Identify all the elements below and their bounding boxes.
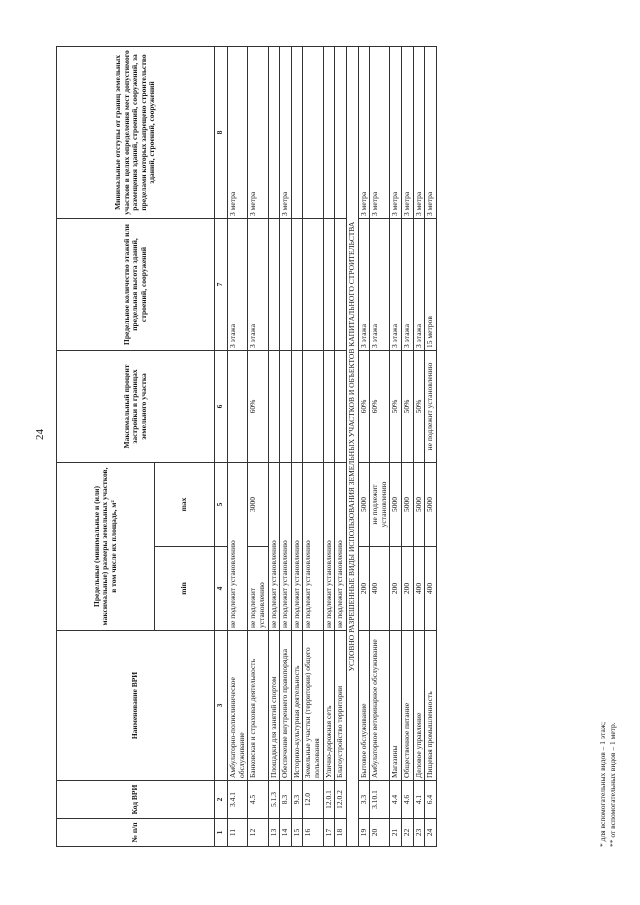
row-name: Благоустройство территории [335,631,347,781]
row-code: 12.0 [303,781,323,819]
row-floors: 3 этажа [402,218,414,350]
row-floors: 3 этажа [248,218,268,350]
row-percent: 50% [402,350,414,462]
row-percent [303,350,323,462]
row-floors: 3 этажа [370,218,390,350]
row-number: 20 [370,819,390,847]
row-code: 4.6 [402,781,414,819]
row-code: 5.1.3 [268,781,280,819]
row-percent: 60% [370,350,390,462]
header-setback: Минимальные отступы от границ земельных участков в целях определения мест допустимого размещения зданий, строений, сооружений, за пределами которых запрещено строительство зданий, строений, сооружений [57,46,215,218]
row-min: не подлежит установлению [280,462,292,630]
row-name: Улично-дорожная сеть [323,631,335,781]
row-code: 4.5 [248,781,268,819]
row-name: Пищевая промышленность [425,631,437,781]
row-code: 3.4.1 [228,781,248,819]
row-name: Площадки для занятий спортом [268,631,280,781]
row-setback: 3 метра [402,46,414,218]
row-name: Общественное питание [402,631,414,781]
row-min: не подлежит установлению [335,462,347,630]
footnote: * для вспомогательных видов – 1 этаж; [598,721,607,847]
row-code: 9.3 [291,781,303,819]
header-num: № п/п [57,819,215,847]
row-percent: 50% [413,350,425,462]
row-floors [303,218,323,350]
row-name: Деловое управление [413,631,425,781]
table-row [280,46,292,846]
table-row [413,46,425,846]
row-number: 23 [413,819,425,847]
row-code: 12.0.1 [323,781,335,819]
table-row [268,46,280,846]
row-min: не подлежит установлению [268,462,280,630]
header-percent: Максимальный процент застройки в границах земельного участка [57,350,215,462]
page-number: 24 [34,429,46,440]
row-floors: 3 этажа [228,218,248,350]
row-min: 400 [413,547,425,631]
row-min: 200 [358,547,370,631]
col-number: 5 [215,462,228,546]
header-floors: Предельное количество этажей или предельная высота зданий, строений, сооружений [57,218,215,350]
row-name: Амбулаторно-поликлиническое обслуживание [228,631,248,781]
row-setback [268,46,280,218]
row-floors: 3 этажа [413,218,425,350]
row-floors: 3 этажа [390,218,402,350]
row-name: Историко-культурная деятельность [291,631,303,781]
row-setback [291,46,303,218]
row-max: 5000 [358,462,370,546]
row-max: 5000 [402,462,414,546]
row-number: 19 [358,819,370,847]
row-code: 3.3 [358,781,370,819]
row-number: 18 [335,819,347,847]
table-row [390,46,402,846]
row-min: 200 [402,547,414,631]
row-percent [280,350,292,462]
row-floors [291,218,303,350]
table-row [248,46,268,846]
row-name: Земельные участки (территории) общего пользования [303,631,323,781]
table-row [335,46,347,846]
row-name: Банковская и страховая деятельность [248,631,268,781]
row-number: 24 [425,819,437,847]
col-number: 6 [215,350,228,462]
row-min: 400 [425,547,437,631]
col-number: 3 [215,631,228,781]
row-percent: 60% [248,350,268,462]
row-percent [268,350,280,462]
row-setback: 3 метра [358,46,370,218]
row-number: 22 [402,819,414,847]
row-percent: 60% [358,350,370,462]
section-row [346,46,358,846]
row-setback: 3 метра [413,46,425,218]
header-max: max [155,462,215,546]
row-number: 15 [291,819,303,847]
row-floors [280,218,292,350]
table-row [425,46,437,846]
table-row [358,46,370,846]
row-number: 13 [268,819,280,847]
row-min: 200 [390,547,402,631]
row-number: 12 [248,819,268,847]
row-min: не подлежит установлению [323,462,335,630]
row-setback [323,46,335,218]
row-code: 8.3 [280,781,292,819]
row-setback: 3 метра [248,46,268,218]
header-size-group: Предельные (минимальные и (или) максимальные) размеры земельных участков, в том числе их площадь, м² [57,462,155,630]
row-name: Обеспечение внутреннего правопорядка [280,631,292,781]
row-max: 5000 [413,462,425,546]
row-number: 11 [228,819,248,847]
table-row [402,46,414,846]
col-number: 4 [215,547,228,631]
col-number: 7 [215,218,228,350]
footnotes [598,722,618,847]
row-name: Магазины [390,631,402,781]
row-percent [228,350,248,462]
footnote: ** от вспомогательных видов – 1 метр. [607,722,617,847]
row-max: 3000 [248,462,268,546]
zoning-table [56,46,437,847]
table-row [303,46,323,846]
row-code: 3.10.1 [370,781,390,819]
col-number: 1 [215,819,228,847]
row-percent: не подлежит установлению [425,350,437,462]
row-max: не подлежит установлению [370,462,390,546]
row-setback: 3 метра [228,46,248,218]
row-setback [303,46,323,218]
col-number: 8 [215,46,228,218]
row-setback: 3 метра [390,46,402,218]
row-setback: 3 метра [370,46,390,218]
row-percent [335,350,347,462]
table-row [291,46,303,846]
header-name: Наименование ВРИ [57,631,215,781]
row-name: Амбулаторное ветеринарное обслуживание [370,631,390,781]
header-min: min [155,547,215,631]
section-title: УСЛОВНО РАЗРЕШЕННЫЕ ВИДЫ ИСПОЛЬЗОВАНИЯ ЗЕМЕЛЬНЫХ УЧАСТКОВ И ОБЪЕКТОВ КАПИТАЛЬНОГО СТРОИТЕЛЬСТВА [346,46,358,846]
row-setback: 3 метра [425,46,437,218]
row-max: 5000 [425,462,437,546]
row-percent: 50% [390,350,402,462]
table-row [323,46,335,846]
row-min: 400 [370,547,390,631]
row-min: не подлежит установлению [228,462,248,630]
rotated-table-region [56,47,617,847]
column-numbers-row [215,46,228,846]
row-number: 21 [390,819,402,847]
row-floors [323,218,335,350]
row-number: 17 [323,819,335,847]
table-row [370,46,390,846]
row-number: 16 [303,819,323,847]
row-floors: 15 метров [425,218,437,350]
row-setback: 3 метра [280,46,292,218]
row-number: 14 [280,819,292,847]
row-percent [323,350,335,462]
row-setback [335,46,347,218]
header-code: Код ВРИ [57,781,215,819]
col-number: 2 [215,781,228,819]
row-floors [335,218,347,350]
row-min: не подлежит установлению [291,462,303,630]
row-name: Бытовое обслуживание [358,631,370,781]
row-code: 6.4 [425,781,437,819]
row-percent [291,350,303,462]
row-code: 12.0.2 [335,781,347,819]
row-min: не подлежит установлению [248,547,268,631]
row-code: 4.4 [390,781,402,819]
row-code: 4.1 [413,781,425,819]
row-floors: 3 этажа [358,218,370,350]
table-row [228,46,248,846]
row-max: 5000 [390,462,402,546]
row-min: не подлежит установлению [303,462,323,630]
row-floors [268,218,280,350]
